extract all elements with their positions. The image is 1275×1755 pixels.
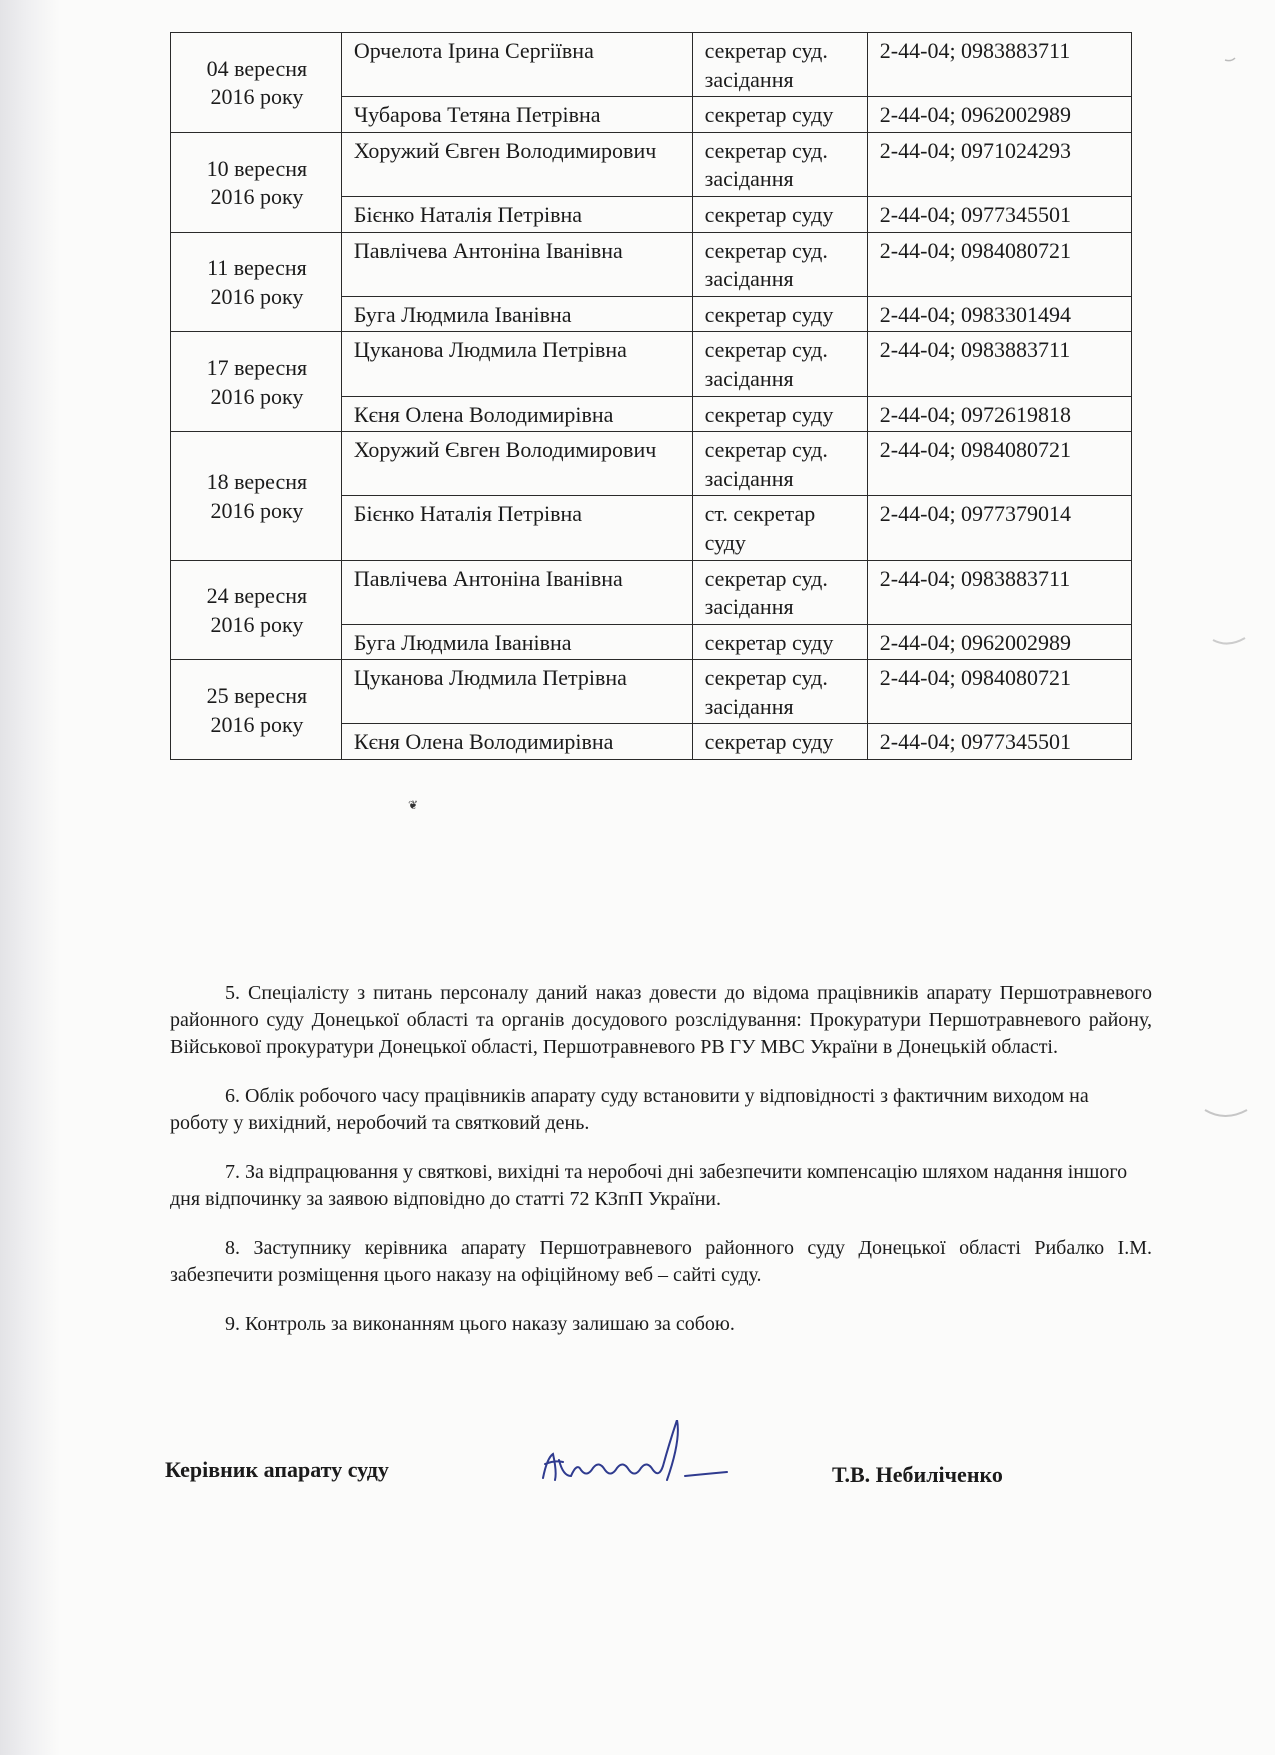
employee-phone: 2-44-04; 0977345501	[867, 724, 1131, 760]
employee-phone: 2-44-04; 0984080721	[867, 432, 1131, 496]
duty-date: 18 вересня 2016 року	[171, 432, 342, 560]
employee-phone: 2-44-04; 0962002989	[867, 97, 1131, 133]
employee-phone: 2-44-04; 0971024293	[867, 132, 1131, 196]
employee-name: Буга Людмила Іванівна	[341, 624, 692, 660]
paragraph-5: 5. Спеціалісту з питань персоналу даний наказ довести до відома працівників апарату Першотравневого районного суду Донецької області та органів досудового розслідування: Прокуратури Першотравневого району, Військової прокуратури Донецької області, Першотравневого РВ ГУ МВС України в Донецькій області.	[170, 982, 1152, 1058]
duty-date: 11 вересня 2016 року	[171, 232, 342, 332]
margin-marks	[1195, 0, 1275, 1755]
employee-phone: 2-44-04; 0983883711	[867, 560, 1131, 624]
employee-position: секретар суду	[692, 97, 867, 133]
employee-name: Цуканова Людмила Петрівна	[341, 660, 692, 724]
employee-phone: 2-44-04; 0962002989	[867, 624, 1131, 660]
employee-phone: 2-44-04; 0983301494	[867, 296, 1131, 332]
employee-name: Бієнко Наталія Петрівна	[341, 496, 692, 560]
table-row	[171, 33, 1132, 97]
employee-phone: 2-44-04; 0983883711	[867, 33, 1131, 97]
employee-phone: 2-44-04; 0983883711	[867, 332, 1131, 396]
employee-phone: 2-44-04; 0984080721	[867, 660, 1131, 724]
duty-date: 17 вересня 2016 року	[171, 332, 342, 432]
employee-position: секретар суд. засідання	[692, 432, 867, 496]
employee-name: Хоружий Євген Володимирович	[341, 132, 692, 196]
employee-phone: 2-44-04; 0984080721	[867, 232, 1131, 296]
duty-date: 04 вересня 2016 року	[171, 33, 342, 133]
signatory-title: Керівник апарату суду	[165, 1457, 389, 1482]
duty-date: 10 вересня 2016 року	[171, 132, 342, 232]
employee-phone: 2-44-04; 0977379014	[867, 496, 1131, 560]
employee-position: секретар суд. засідання	[692, 33, 867, 97]
employee-name: Цуканова Людмила Петрівна	[341, 332, 692, 396]
table-row	[171, 560, 1132, 624]
employee-name: Кєня Олена Володимирівна	[341, 396, 692, 432]
ink-mark: ❦	[408, 798, 419, 812]
table-row	[171, 660, 1132, 724]
employee-name: Павлічева Антоніна Іванівна	[341, 560, 692, 624]
handwritten-signature	[535, 1420, 735, 1500]
scan-edge-shadow	[0, 0, 60, 1755]
paragraph-7: 7. За відпрацювання у святкові, вихідні та неробочі дні забезпечити компенсацію шляхом надання іншого дня відпочинку за заявою відповідно до статті 72 КЗпП України.	[170, 1161, 1128, 1210]
employee-name: Чубарова Тетяна Петрівна	[341, 97, 692, 133]
employee-name: Буга Людмила Іванівна	[341, 296, 692, 332]
schedule-body	[171, 33, 1132, 760]
employee-position: секретар суду	[692, 296, 867, 332]
employee-name: Павлічева Антоніна Іванівна	[341, 232, 692, 296]
table-row	[171, 432, 1132, 496]
employee-position: секретар суд. засідання	[692, 132, 867, 196]
employee-position: ст. секретар суду	[692, 496, 867, 560]
table-row	[171, 332, 1132, 396]
duty-date: 24 вересня 2016 року	[171, 560, 342, 660]
paragraph-6: 6. Облік робочого часу працівників апарату суду встановити у відповідності з фактичним виходом на роботу у вихідний, неробочий та святковий день.	[170, 1085, 1089, 1134]
duty-date: 25 вересня 2016 року	[171, 660, 342, 760]
employee-position: секретар суд. засідання	[692, 232, 867, 296]
employee-position: секретар суд. засідання	[692, 560, 867, 624]
employee-name: Орчелота Ірина Сергіївна	[341, 33, 692, 97]
employee-position: секретар суду	[692, 396, 867, 432]
signatory-name: Т.В. Небиліченко	[832, 1462, 1003, 1487]
employee-name: Хоружий Євген Володимирович	[341, 432, 692, 496]
order-paragraphs	[170, 980, 1152, 1360]
table-row	[171, 232, 1132, 296]
employee-position: секретар суду	[692, 196, 867, 232]
employee-name: Бієнко Наталія Петрівна	[341, 196, 692, 232]
employee-position: секретар суду	[692, 624, 867, 660]
paragraph-8: 8. Заступнику керівника апарату Першотравневого районного суду Донецької області Рибалко І.М. забезпечити розміщення цього наказу на офіційному веб – сайті суду.	[170, 1237, 1152, 1286]
employee-phone: 2-44-04; 0972619818	[867, 396, 1131, 432]
employee-name: Кєня Олена Володимирівна	[341, 724, 692, 760]
table-row	[171, 132, 1132, 196]
employee-position: секретар суду	[692, 724, 867, 760]
employee-phone: 2-44-04; 0977345501	[867, 196, 1131, 232]
employee-position: секретар суд. засідання	[692, 332, 867, 396]
paragraph-9: 9. Контроль за виконанням цього наказу залишаю за собою.	[225, 1313, 735, 1335]
employee-position: секретар суд. засідання	[692, 660, 867, 724]
duty-schedule-table	[170, 32, 1132, 760]
